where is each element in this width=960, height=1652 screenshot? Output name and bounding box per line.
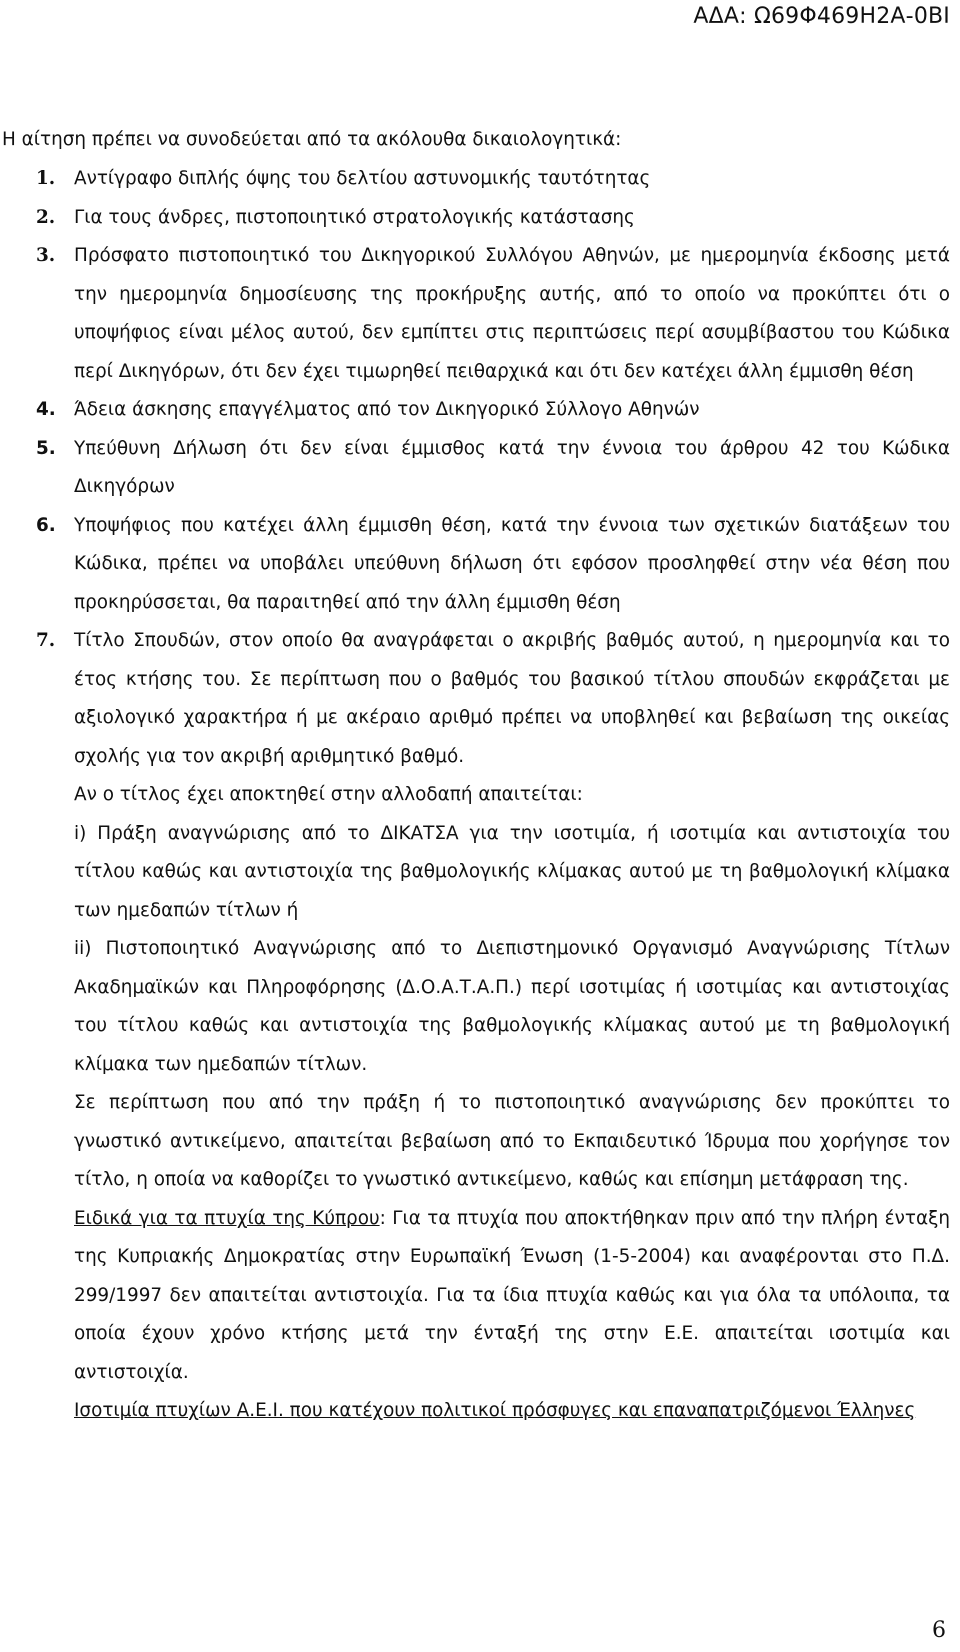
foreign-title-intro: Αν ο τίτλος έχει αποκτηθεί στην αλλοδαπή απαιτείται: [74, 784, 583, 805]
cyprus-heading: Ειδικά για τα πτυχία της Κύπρου [74, 1207, 380, 1229]
list-item [0, 160, 950, 199]
item-number: 7. [36, 630, 56, 651]
item-number: 2. [36, 206, 56, 228]
document-body [0, 126, 950, 1431]
ada-code: ΑΔΑ: Ω69Φ469Η2Α-0ΒΙ [693, 4, 950, 29]
refugees-heading: Ισοτιμία πτυχίων Α.Ε.Ι. που κατέχουν πολιτικοί πρόσφυγες και επαναπατριζόμενοι Έλληνες [74, 1400, 916, 1421]
list-item [0, 622, 950, 776]
list-item [0, 391, 950, 430]
list-item [0, 430, 950, 507]
cyprus-paragraph [0, 1200, 950, 1393]
intro-text: Η αίτηση πρέπει να συνοδεύεται από τα ακόλουθα δικαιολογητικά: [2, 129, 622, 150]
refugees-paragraph [0, 1392, 950, 1431]
subject-paragraph: Σε περίπτωση που από την πράξη ή το πιστοποιητικό αναγνώρισης δεν προκύπτει το γνωστικό αντικείμενο, απαιτείται βεβαίωση από το Εκπαιδευτικό Ίδρυμα που χορήγησε τον τίτλο, η οποία να καθορίζει το γνωστικό αντικείμενο, καθώς και επίσημη μετάφραση της. [74, 1092, 950, 1190]
item-text: Υποψήφιος που κατέχει άλλη έμμισθη θέση, κατά την έννοια των σχετικών διατάξεων του Κώδικα, πρέπει να υποβάλει υπεύθυνη δήλωση ότι εφόσον προσληφθεί στην νέα θέση που προκηρύσσεται, θα παραιτηθεί από την άλλη έμμισθη θέση [74, 514, 950, 613]
item-number: 6. [36, 514, 56, 536]
item-text: Υπεύθυνη Δήλωση ότι δεν είναι έμμισθος κατά την έννοια του άρθρου 42 του Κώδικα Δικηγόρων [74, 437, 950, 497]
list-item [0, 199, 950, 238]
cyprus-text: : Για τα πτυχία που αποκτήθηκαν πριν από την πλήρη ένταξη της Κυπριακής Δημοκρατίας στην Ευρωπαϊκή Ένωση (1-5-2004) και αναφέρονται στο Π.Δ. 299/1997 δεν απαιτείται αντιστοιχία. Για τα ίδια πτυχία καθώς και για όλα τα υπόλοιπα, τα οποία έχουν χρόνο κτήσης μετά την ένταξή της στην Ε.Ε. απαιτείται ισοτιμία και αντιστοιχία. [74, 1207, 950, 1383]
item-number: 4. [36, 399, 56, 420]
dikatsa-paragraph: i) Πράξη αναγνώρισης από το ΔΙΚΑΤΣΑ για την ισοτιμία, ή ισοτιμία και αντιστοιχία του τίτλου καθώς και αντιστοιχία της βαθμολογικής κλίμακας αυτού με τη βαθμολογική κλίμακα των ημεδαπών τίτλων ή [74, 822, 950, 921]
list-item [0, 507, 950, 623]
item-number: 3. [36, 245, 56, 266]
item-number: 5. [36, 437, 56, 459]
requirements-list [0, 160, 950, 776]
item-number: 1. [36, 168, 56, 189]
doatap-paragraph: ii) Πιστοποιητικό Αναγνώρισης από το Διεπιστημονικό Οργανισμό Αναγνώρισης Τίτλων Ακαδημαϊκών και Πληροφόρησης (Δ.Ο.Α.Τ.Α.Π.) περί ισοτιμίας ή ισοτιμίας και αντιστοιχίας του τίτλου καθώς και αντιστοιχία της βαθμολογικής κλίμακας αυτού με τη βαθμολογική κλίμακα των ημεδαπών τίτλων. [74, 938, 950, 1075]
item-text: Άδεια άσκησης επαγγέλματος από τον Δικηγορικό Σύλλογο Αθηνών [74, 399, 700, 420]
item-text: Για τους άνδρες, πιστοποιητικό στρατολογικής κατάστασης [74, 206, 635, 228]
item-text: Αντίγραφο διπλής όψης του δελτίου αστυνομικής ταυτότητας [74, 168, 651, 189]
page-number: 6 [932, 1618, 946, 1643]
item-text: Τίτλο Σπουδών, στον οποίο θα αναγράφεται ο ακριβής βαθμός αυτού, η ημερομηνία και το έτος κτήσης του. Σε περίπτωση που ο βαθμός του βασικού τίτλου σπουδών εκφράζεται με αξιολογικό χαρακτήρα ή με ακέραιο αριθμό πρέπει να υποβληθεί και βεβαίωση της οικείας σχολής για τον ακριβή αριθμητικό βαθμό. [74, 630, 950, 767]
list-item [0, 237, 950, 391]
item-text: Πρόσφατο πιστοποιητικό του Δικηγορικού Συλλόγου Αθηνών, με ημερομηνία έκδοσης μετά την ημερομηνία δημοσίευσης της προκήρυξης αυτής, από το οποίο να προκύπτει ότι ο υποψήφιος είναι μέλος αυτού, δεν εμπίπτει στις περιπτώσεις περί ασυμβίβαστου του Κώδικα περί Δικηγόρων, ότι δεν έχει τιμωρηθεί πειθαρχικά και ότι δεν κατέχει άλλη έμμισθη θέση [74, 245, 950, 382]
